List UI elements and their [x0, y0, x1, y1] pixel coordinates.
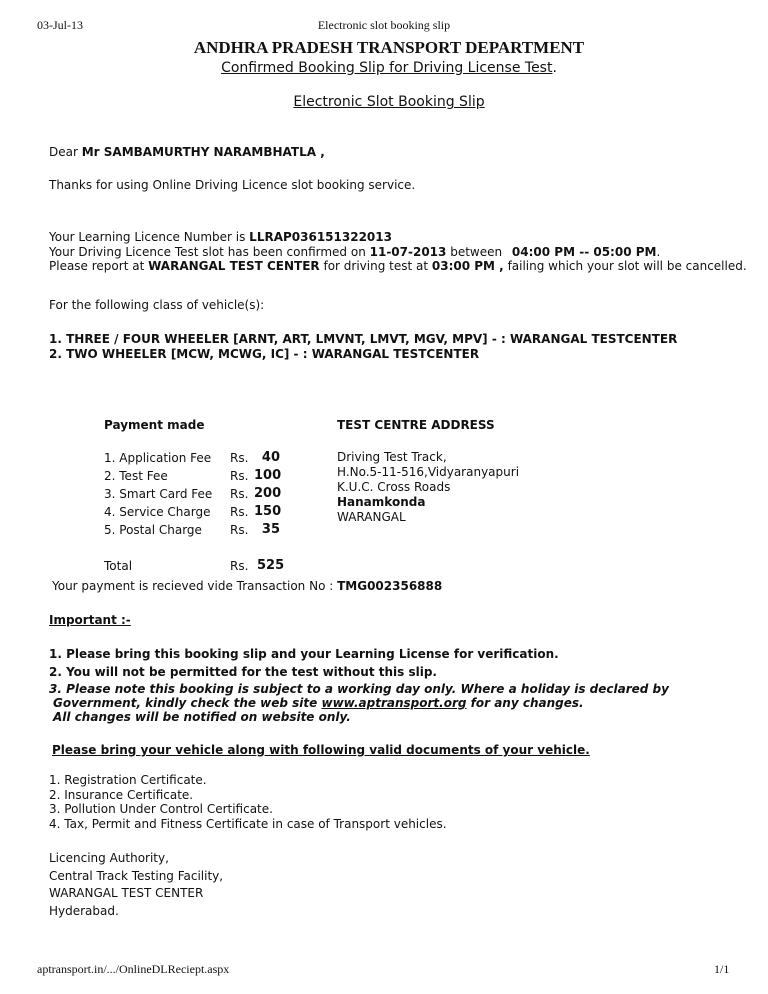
documents-list: [49, 773, 447, 831]
total-label: Total: [104, 559, 133, 573]
payment-table: [104, 449, 284, 539]
fee-currency: Rs.: [230, 469, 249, 483]
vehicle-item: 2. TWO WHEELER [MCW, MCWG, IC] - : WARANGAL TESTCENTER: [49, 346, 480, 361]
total-amount: 525: [257, 558, 285, 573]
point-3-line: [49, 696, 669, 710]
vehicle-intro: For the following class of vehicle(s):: [49, 298, 265, 312]
address-line: H.No.5-11-516,Vidyaranyapuri: [337, 465, 520, 479]
signature-line: Licencing Authority,: [49, 851, 169, 865]
important-point-1: 1. Please bring this booking slip and your Learning License for verification.: [49, 647, 559, 661]
fee-label: 5. Postal Charge: [104, 523, 202, 537]
test-date: 11-07-2013: [369, 244, 447, 259]
thanks-text: Thanks for using Online Driving Licence slot booking service.: [49, 178, 416, 192]
document-item: 1. Registration Certificate.: [49, 773, 207, 787]
document-item: 3. Pollution Under Control Certificate.: [49, 802, 273, 816]
subtitle: [0, 60, 768, 76]
greeting: [49, 145, 325, 159]
slip-title: Electronic Slot Booking Slip: [293, 94, 485, 110]
important-point-3: [49, 682, 669, 724]
address-line: K.U.C. Cross Roads: [337, 480, 451, 494]
test-centre-address: [337, 450, 519, 525]
fee-label: 3. Smart Card Fee: [104, 487, 213, 501]
point-3-text: for any changes.: [466, 696, 584, 710]
important-point-2: 2. You will not be permitted for the test without this slip.: [49, 665, 437, 679]
point-3-text: Government, kindly check the web site: [53, 696, 322, 710]
licence-details: [49, 230, 747, 274]
signature-line: WARANGAL TEST CENTER: [49, 886, 204, 900]
fee-amount: 200: [254, 486, 282, 501]
payment-row: [104, 467, 284, 485]
point-3-line: 3. Please note this booking is subject to a working day only. Where a holiday is declared by: [49, 682, 669, 696]
documents-heading: Please bring your vehicle along with following valid documents of your vehicle.: [52, 743, 590, 757]
test-time: 04:00 PM -- 05:00 PM: [511, 244, 657, 259]
print-title: Electronic slot booking slip: [317, 18, 451, 32]
report-label: Please report at: [49, 259, 149, 273]
fee-label: 1. Application Fee: [104, 451, 212, 465]
licence-number-line: [49, 230, 747, 245]
greeting-prefix: Dear: [49, 145, 82, 159]
between-label: between: [446, 244, 506, 259]
important-heading: Important :-: [49, 613, 131, 627]
time-end: .: [656, 244, 661, 259]
address-line: Driving Test Track,: [337, 450, 447, 464]
print-date: 03-Jul-13: [37, 18, 83, 32]
vehicle-list: [49, 332, 677, 361]
document-item: 2. Insurance Certificate.: [49, 787, 194, 802]
total-currency: Rs.: [230, 559, 249, 573]
department-title: ANDHRA PRADESH TRANSPORT DEPARTMENT: [193, 38, 585, 57]
signature-line: Central Track Testing Facility,: [49, 868, 224, 883]
payment-heading: Payment made: [104, 418, 205, 432]
subtitle-period: .: [552, 60, 557, 76]
payment-row: [104, 449, 284, 467]
confirm-label: Your Driving Licence Test slot has been confirmed on: [49, 244, 370, 259]
report-time: 03:00 PM ,: [431, 259, 504, 273]
total-row: [104, 557, 284, 575]
applicant-name: Mr SAMBAMURTHY NARAMBHATLA ,: [81, 145, 325, 159]
vehicle-item: 1. THREE / FOUR WHEELER [ARNT, ART, LMVNT, LMVT, MGV, MPV] - : WARANGAL TESTCENTER: [49, 332, 678, 346]
fee-amount: 35: [261, 522, 280, 537]
fee-currency: Rs.: [230, 487, 249, 501]
document-item: 4. Tax, Permit and Fitness Certificate in case of Transport vehicles.: [49, 816, 447, 831]
payment-row: [104, 485, 284, 503]
licence-number: LLRAP036151322013: [249, 230, 392, 244]
footer-url: aptransport.in/.../OnlineDLReciept.aspx: [37, 962, 230, 976]
payment-row: [104, 521, 284, 539]
subtitle-text: Confirmed Booking Slip for Driving License Test: [221, 60, 553, 76]
fee-label: 2. Test Fee: [104, 469, 168, 483]
website-link[interactable]: www.aptransport.org: [321, 696, 467, 710]
report-line: [49, 259, 747, 274]
for-test-label: for driving test at: [319, 259, 432, 273]
fee-amount: 40: [261, 450, 280, 465]
address-district: WARANGAL: [337, 510, 406, 524]
transaction-number: TMG002356888: [337, 579, 443, 593]
point-3-line: All changes will be notified on website only.: [53, 710, 351, 724]
test-center: WARANGAL TEST CENTER: [148, 259, 320, 273]
licence-number-label: Your Learning Licence Number is: [49, 230, 250, 244]
fee-amount: 100: [254, 468, 282, 483]
confirm-line: [49, 245, 747, 260]
fee-currency: Rs.: [230, 505, 249, 519]
test-centre-heading: TEST CENTRE ADDRESS: [337, 418, 495, 432]
failing-text: failing which your slot will be cancelled.: [503, 259, 747, 273]
transaction-label: Your payment is recieved vide Transaction No :: [52, 579, 338, 593]
fee-amount: 150: [254, 504, 282, 519]
signature-line: Hyderabad.: [49, 903, 119, 918]
fee-currency: Rs.: [230, 451, 249, 465]
transaction-line: [52, 579, 442, 593]
fee-label: 4. Service Charge: [104, 505, 211, 519]
signature-block: [49, 850, 223, 920]
fee-currency: Rs.: [230, 523, 249, 537]
payment-row: [104, 503, 284, 521]
address-city: Hanamkonda: [337, 495, 426, 509]
footer-page: 1/1: [714, 962, 730, 976]
